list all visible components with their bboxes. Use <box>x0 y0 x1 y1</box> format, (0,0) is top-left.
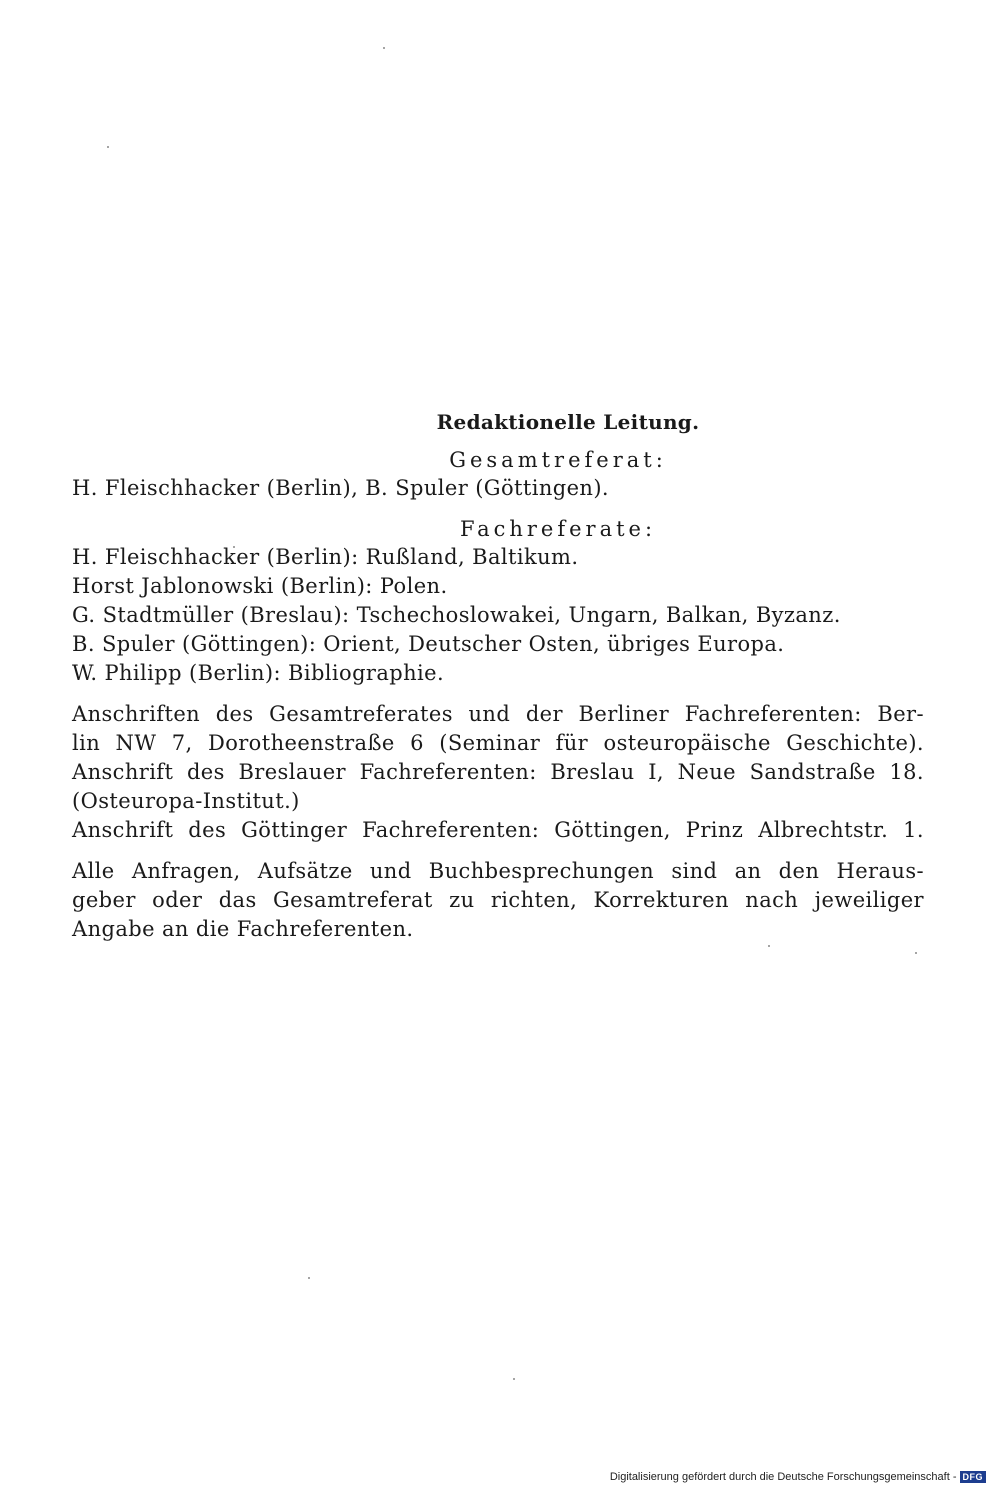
notice-block <box>72 857 924 944</box>
scan-speck <box>107 146 109 148</box>
digitization-footer <box>610 1471 986 1483</box>
scan-speck <box>915 952 917 954</box>
dfg-logo: DFG <box>960 1471 987 1483</box>
gesamtreferat-title: Gesamtreferat: <box>449 448 667 472</box>
masthead-text-block <box>72 410 924 944</box>
fachreferat-line: H. Fleischhacker (Berlin): Rußland, Baltikum. <box>72 545 579 569</box>
scan-speck <box>308 1277 310 1279</box>
address-berlin-line-2: lin NW 7, Dorotheenstraße 6 (Seminar für osteuropäische Geschichte). <box>72 731 924 755</box>
notice-line-3: Angabe an die Fachreferenten. <box>72 917 414 941</box>
address-goettingen-line: Anschrift des Göttinger Fachreferenten: Göttingen, Prinz Albrechtstr. 1. <box>72 818 924 842</box>
scan-speck <box>513 1378 515 1380</box>
addresses-block <box>72 700 924 845</box>
address-breslau-line-1: Anschrift des Breslauer Fachreferenten: Breslau I, Neue Sandstraße 18. <box>72 760 924 784</box>
fachreferate-title: Fachreferate: <box>459 517 657 541</box>
scan-speck <box>383 47 385 49</box>
notice-line-1: Alle Anfragen, Aufsätze und Buchbesprechungen sind an den Heraus- <box>72 859 924 883</box>
fachreferat-line: W. Philipp (Berlin): Bibliographie. <box>72 661 445 685</box>
footer-text: Digitalisierung gefördert durch die Deutsche Forschungsgemeinschaft - <box>609 1471 957 1483</box>
fachreferat-line: B. Spuler (Göttingen): Orient, Deutscher Osten, übriges Europa. <box>72 632 785 656</box>
address-breslau-line-2: (Osteuropa-Institut.) <box>72 789 300 813</box>
fachreferat-line: Horst Jablonowski (Berlin): Polen. <box>72 574 448 598</box>
scan-speck <box>768 945 770 947</box>
notice-line-2: geber oder das Gesamtreferat zu richten, Korrekturen nach jeweiliger <box>72 888 924 912</box>
page-heading: Redaktionelle Leitung. <box>436 410 700 434</box>
fachreferat-line: G. Stadtmüller (Breslau): Tschechoslowakei, Ungarn, Balkan, Byzanz. <box>72 603 841 627</box>
gesamtreferat-line: H. Fleischhacker (Berlin), B. Spuler (Göttingen). <box>72 476 610 500</box>
address-berlin-line-1: Anschriften des Gesamtreferates und der Berliner Fachreferenten: Ber- <box>72 702 924 726</box>
